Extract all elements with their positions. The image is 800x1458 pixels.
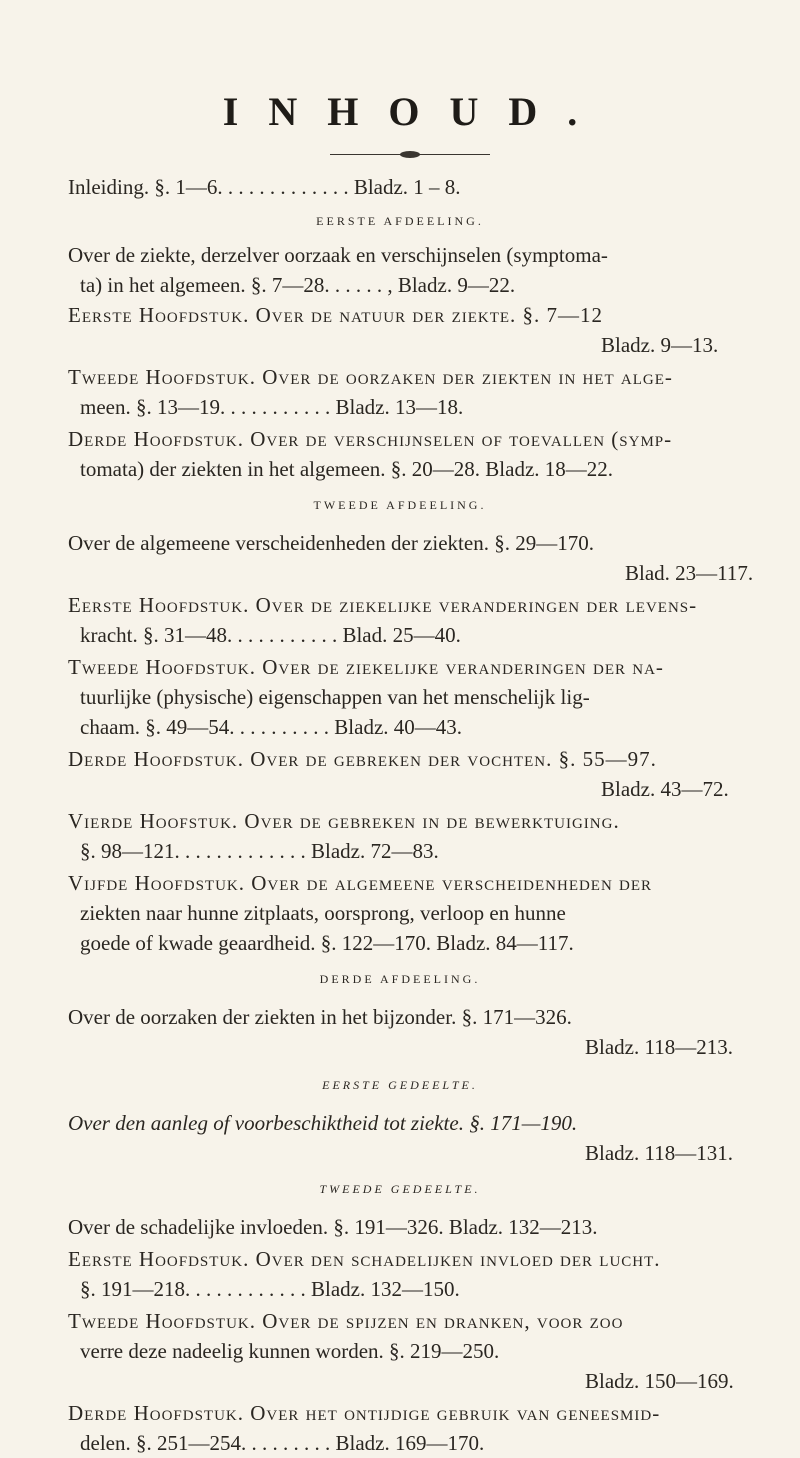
subsection-heading: EERSTE GEDEELTE. xyxy=(322,1078,478,1092)
toc-line: Over de oorzaken der ziekten in het bijzonder. §. 171—326. xyxy=(68,1005,572,1029)
section-heading: DERDE AFDEELING. xyxy=(319,972,481,986)
toc-line: §. 191—218. . . . . . . . . . . . Bladz. 132—150. xyxy=(80,1277,460,1301)
toc-line: meen. §. 13—19. . . . . . . . . . . Bladz. 13—18. xyxy=(80,395,464,419)
toc-line: Inleiding. §. 1—6. . . . . . . . . . . . . Bladz. 1 – 8. xyxy=(68,175,461,199)
toc-line: Eerste Hoofdstuk. Over de ziekelijke veranderingen der levens- xyxy=(68,593,698,617)
title-divider xyxy=(330,154,490,155)
toc-line: Bladz. 118—131. xyxy=(585,1141,733,1165)
toc-line: Bladz. 9—13. xyxy=(601,333,719,357)
toc-line: Derde Hoofdstuk. Over de gebreken der vochten. §. 55—97. xyxy=(68,747,657,771)
toc-line: Bladz. 150—169. xyxy=(585,1369,734,1393)
toc-line: Eerste Hoofdstuk. Over den schadelijken invloed der lucht. xyxy=(68,1247,661,1271)
page-title: INHOUD. xyxy=(222,89,608,134)
toc-line: tuurlijke (physische) eigenschappen van het menschelijk lig- xyxy=(80,685,590,709)
toc-line: ziekten naar hunne zitplaats, oorsprong, verloop en hunne xyxy=(80,901,566,925)
toc-line: chaam. §. 49—54. . . . . . . . . . Bladz. 40—43. xyxy=(80,715,463,739)
section-heading: EERSTE AFDEELING. xyxy=(316,214,484,228)
toc-line: kracht. §. 31—48. . . . . . . . . . . Blad. 25—40. xyxy=(80,623,461,647)
toc-line: Vijfde Hoofdstuk. Over de algemeene verscheidenheden der xyxy=(68,871,653,895)
toc-line: §. 98—121. . . . . . . . . . . . . Bladz. 72—83. xyxy=(80,839,439,863)
toc-line: Bladz. 118—213. xyxy=(585,1035,733,1059)
toc-line: ta) in het algemeen. §. 7—28. . . . . . , Bladz. 9—22. xyxy=(80,273,516,297)
toc-line: Tweede Hoofdstuk. Over de spijzen en dranken, voor zoo xyxy=(68,1309,624,1333)
toc-line: Blad. 23—117. xyxy=(625,561,754,585)
toc-line: Vierde Hoofstuk. Over de gebreken in de bewerktuiging. xyxy=(68,809,620,833)
toc-line: tomata) der ziekten in het algemeen. §. 20—28. Bladz. 18—22. xyxy=(80,457,614,481)
toc-line: Eerste Hoofdstuk. Over de natuur der ziekte. §. 7—12 xyxy=(68,303,604,327)
toc-line: verre deze nadeelig kunnen worden. §. 219—250. xyxy=(80,1339,500,1363)
toc-line: Bladz. 43—72. xyxy=(601,777,729,801)
subsection-heading: TWEEDE GEDEELTE. xyxy=(319,1182,481,1196)
toc-line: Derde Hoofdstuk. Over de verschijnselen of toevallen (symp- xyxy=(68,427,673,451)
toc-line: delen. §. 251—254. . . . . . . . . Bladz. 169—170. xyxy=(80,1431,485,1455)
toc-line: Over de ziekte, derzelver oorzaak en verschijnselen (symptoma- xyxy=(68,243,608,267)
toc-line: Over de algemeene verscheidenheden der ziekten. §. 29—170. xyxy=(68,531,594,555)
toc-line: Tweede Hoofdstuk. Over de oorzaken der ziekten in het alge- xyxy=(68,365,673,389)
section-heading: TWEEDE AFDEELING. xyxy=(313,498,487,512)
toc-line: Derde Hoofdstuk. Over het ontijdige gebruik van geneesmid- xyxy=(68,1401,661,1425)
toc-line: goede of kwade geaardheid. §. 122—170. Bladz. 84—117. xyxy=(80,931,574,955)
toc-line: Over de schadelijke invloeden. §. 191—326. Bladz. 132—213. xyxy=(68,1215,598,1239)
toc-line: Over den aanleg of voorbeschiktheid tot ziekte. §. 171—190. xyxy=(68,1111,578,1135)
toc-line: Tweede Hoofdstuk. Over de ziekelijke veranderingen der na- xyxy=(68,655,664,679)
ornament-icon xyxy=(400,151,420,158)
